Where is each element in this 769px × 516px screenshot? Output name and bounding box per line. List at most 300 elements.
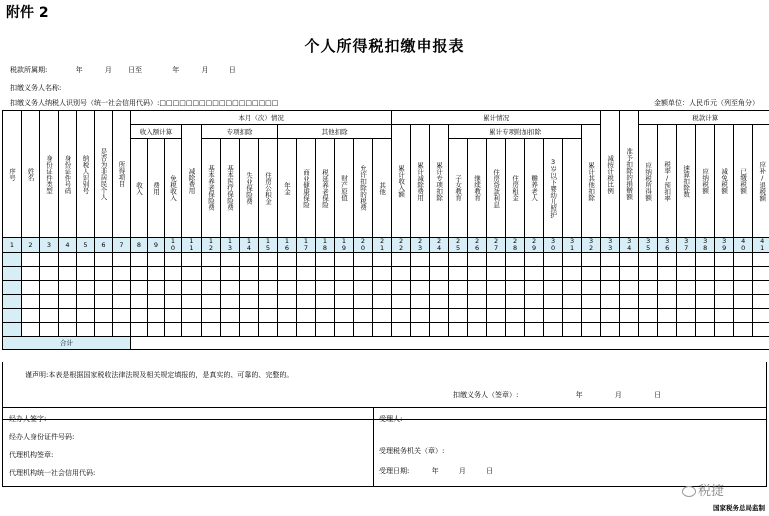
table-cell[interactable] bbox=[316, 267, 335, 281]
table-cell[interactable] bbox=[40, 323, 59, 337]
table-cell[interactable] bbox=[278, 267, 297, 281]
agency-seal-label: 代理机构签章: bbox=[9, 451, 54, 459]
table-cell[interactable] bbox=[373, 281, 392, 295]
table-cell[interactable] bbox=[165, 309, 182, 323]
table-cell[interactable] bbox=[373, 323, 392, 337]
table-cell[interactable] bbox=[113, 323, 131, 337]
table-cell[interactable] bbox=[95, 267, 113, 281]
period-month: 月 bbox=[104, 66, 112, 74]
table-cell[interactable] bbox=[202, 267, 221, 281]
table-cell[interactable] bbox=[430, 323, 449, 337]
table-cell[interactable] bbox=[639, 281, 658, 295]
table-cell[interactable] bbox=[506, 323, 525, 337]
table-cell[interactable] bbox=[165, 253, 182, 267]
table-cell[interactable] bbox=[639, 309, 658, 323]
table-cell[interactable] bbox=[354, 253, 373, 267]
table-cell[interactable] bbox=[563, 309, 582, 323]
table-cell[interactable] bbox=[259, 309, 278, 323]
column-number-text: 12 bbox=[208, 237, 214, 252]
column-number bbox=[411, 238, 430, 253]
table-cell[interactable] bbox=[525, 267, 544, 281]
table-cell[interactable] bbox=[95, 295, 113, 309]
table-cell[interactable] bbox=[3, 281, 22, 295]
table-cell[interactable] bbox=[677, 295, 696, 309]
table-cell[interactable] bbox=[411, 281, 430, 295]
table-cell[interactable] bbox=[131, 295, 148, 309]
table-cell[interactable] bbox=[221, 281, 240, 295]
table-cell[interactable] bbox=[658, 295, 677, 309]
table-cell[interactable] bbox=[95, 281, 113, 295]
table-cell[interactable] bbox=[202, 281, 221, 295]
table-cell[interactable] bbox=[677, 281, 696, 295]
column-number-text: 23 bbox=[418, 237, 423, 252]
table-cell[interactable] bbox=[148, 267, 165, 281]
table-cell[interactable] bbox=[430, 267, 449, 281]
table-cell[interactable] bbox=[3, 295, 22, 309]
table-cell[interactable] bbox=[278, 295, 297, 309]
table-cell[interactable] bbox=[487, 323, 506, 337]
table-cell[interactable] bbox=[392, 323, 411, 337]
table-cell[interactable] bbox=[753, 323, 769, 337]
table-cell[interactable] bbox=[113, 253, 131, 267]
table-cell[interactable] bbox=[40, 253, 59, 267]
table-row bbox=[3, 323, 769, 337]
col-infant: 3岁以下婴幼儿照护 bbox=[544, 139, 563, 238]
column-number-text: 19 bbox=[341, 237, 347, 252]
table-cell[interactable] bbox=[487, 309, 506, 323]
table-cell[interactable] bbox=[658, 309, 677, 323]
table-cell[interactable] bbox=[582, 253, 601, 267]
table-cell[interactable] bbox=[677, 253, 696, 267]
table-cell[interactable] bbox=[148, 281, 165, 295]
table-cell[interactable] bbox=[506, 281, 525, 295]
table-cell[interactable] bbox=[335, 253, 354, 267]
table-cell[interactable] bbox=[715, 309, 734, 323]
table-cell[interactable] bbox=[582, 309, 601, 323]
table-cell[interactable] bbox=[221, 295, 240, 309]
table-cell[interactable] bbox=[563, 253, 582, 267]
table-cell[interactable] bbox=[3, 323, 22, 337]
table-cell[interactable] bbox=[449, 267, 468, 281]
table-cell[interactable] bbox=[620, 323, 639, 337]
table-cell[interactable] bbox=[658, 253, 677, 267]
table-cell[interactable] bbox=[165, 295, 182, 309]
table-cell[interactable] bbox=[734, 309, 753, 323]
column-number bbox=[658, 238, 677, 253]
table-cell[interactable] bbox=[221, 323, 240, 337]
table-cell[interactable] bbox=[165, 267, 182, 281]
column-number-text: 34 bbox=[627, 237, 632, 252]
table-cell[interactable] bbox=[449, 295, 468, 309]
table-cell[interactable] bbox=[354, 267, 373, 281]
declaration-text: 谨声明:本表是根据国家税收法律法规及相关规定填报的，是真实的、可靠的、完整的。 bbox=[25, 371, 294, 379]
group-cum-special: 累计专项附加扣除 bbox=[449, 125, 582, 139]
table-cell[interactable] bbox=[335, 309, 354, 323]
table-cell[interactable] bbox=[278, 309, 297, 323]
table-cell[interactable] bbox=[620, 253, 639, 267]
table-cell[interactable] bbox=[59, 323, 77, 337]
table-cell[interactable] bbox=[316, 253, 335, 267]
table-cell[interactable] bbox=[40, 281, 59, 295]
table-cell[interactable] bbox=[506, 253, 525, 267]
table-cell[interactable] bbox=[95, 253, 113, 267]
table-cell[interactable] bbox=[202, 295, 221, 309]
table-cell[interactable] bbox=[487, 295, 506, 309]
table-cell[interactable] bbox=[59, 281, 77, 295]
table-cell[interactable] bbox=[131, 267, 148, 281]
table-cell[interactable] bbox=[113, 267, 131, 281]
group-income-calc: 收入额计算 bbox=[131, 125, 182, 139]
table-cell[interactable] bbox=[278, 253, 297, 267]
table-cell[interactable] bbox=[658, 281, 677, 295]
table-cell[interactable] bbox=[620, 267, 639, 281]
column-number bbox=[392, 238, 411, 253]
table-cell[interactable] bbox=[240, 253, 259, 267]
table-cell[interactable] bbox=[544, 267, 563, 281]
table-cell[interactable] bbox=[411, 309, 430, 323]
column-number-text: 29 bbox=[532, 237, 537, 252]
table-cell[interactable] bbox=[240, 323, 259, 337]
column-number-text: 17 bbox=[303, 237, 309, 252]
table-cell[interactable] bbox=[430, 281, 449, 295]
col-expense: 费用 bbox=[148, 139, 165, 238]
table-cell[interactable] bbox=[392, 267, 411, 281]
table-cell[interactable] bbox=[468, 323, 487, 337]
col-reduce-ratio: 减按计税比例 bbox=[601, 111, 620, 238]
sign-day: 日 bbox=[654, 391, 662, 399]
table-cell[interactable] bbox=[77, 253, 95, 267]
table-cell[interactable] bbox=[525, 323, 544, 337]
table-cell[interactable] bbox=[696, 253, 715, 267]
table-cell[interactable] bbox=[221, 309, 240, 323]
table-cell[interactable] bbox=[430, 309, 449, 323]
table-cell[interactable] bbox=[525, 295, 544, 309]
table-cell[interactable] bbox=[544, 309, 563, 323]
table-cell[interactable] bbox=[297, 267, 316, 281]
group-cumulative: 累计情况 bbox=[392, 111, 601, 125]
table-cell[interactable] bbox=[22, 295, 40, 309]
table-cell[interactable] bbox=[297, 281, 316, 295]
table-cell[interactable] bbox=[639, 295, 658, 309]
col-deduct-fee: 减除费用 bbox=[182, 125, 202, 238]
agent-name-label: 扣缴义务人名称: bbox=[10, 84, 62, 92]
table-cell[interactable] bbox=[449, 253, 468, 267]
table-cell[interactable] bbox=[354, 309, 373, 323]
col-seq: 序号 bbox=[3, 111, 22, 238]
table-cell[interactable] bbox=[131, 309, 148, 323]
table-cell[interactable] bbox=[221, 267, 240, 281]
table-cell[interactable] bbox=[715, 253, 734, 267]
table-cell[interactable] bbox=[715, 323, 734, 337]
table-cell[interactable] bbox=[544, 253, 563, 267]
table-cell[interactable] bbox=[182, 309, 202, 323]
table-cell[interactable] bbox=[468, 309, 487, 323]
col-id-no: 身份证件号码 bbox=[59, 111, 77, 238]
table-cell[interactable] bbox=[3, 309, 22, 323]
table-cell[interactable] bbox=[468, 295, 487, 309]
table-cell[interactable] bbox=[563, 281, 582, 295]
table-cell[interactable] bbox=[113, 281, 131, 295]
table-cell[interactable] bbox=[563, 267, 582, 281]
table-cell[interactable] bbox=[165, 281, 182, 295]
table-cell[interactable] bbox=[658, 323, 677, 337]
column-number bbox=[373, 238, 392, 253]
column-number-text: 3 bbox=[46, 241, 52, 249]
table-cell[interactable] bbox=[506, 309, 525, 323]
table-cell[interactable] bbox=[411, 295, 430, 309]
table-row bbox=[3, 309, 769, 323]
table-cell[interactable] bbox=[411, 267, 430, 281]
table-cell[interactable] bbox=[59, 309, 77, 323]
table-cell[interactable] bbox=[316, 295, 335, 309]
table-cell[interactable] bbox=[620, 295, 639, 309]
table-cell[interactable] bbox=[506, 295, 525, 309]
table-cell[interactable] bbox=[411, 253, 430, 267]
table-cell[interactable] bbox=[696, 281, 715, 295]
table-cell[interactable] bbox=[131, 253, 148, 267]
table-cell[interactable] bbox=[487, 267, 506, 281]
table-cell[interactable] bbox=[3, 253, 22, 267]
column-number bbox=[601, 238, 620, 253]
table-cell[interactable] bbox=[221, 253, 240, 267]
column-number-text: 13 bbox=[227, 237, 233, 252]
table-cell[interactable] bbox=[77, 295, 95, 309]
table-cell[interactable] bbox=[639, 323, 658, 337]
table-cell[interactable] bbox=[601, 267, 620, 281]
period-year: 年 bbox=[75, 66, 83, 74]
table-cell[interactable] bbox=[202, 323, 221, 337]
table-cell[interactable] bbox=[734, 267, 753, 281]
table-cell[interactable] bbox=[202, 253, 221, 267]
table-cell[interactable] bbox=[430, 295, 449, 309]
col-name: 姓名 bbox=[22, 111, 40, 238]
table-cell[interactable] bbox=[182, 323, 202, 337]
table-cell[interactable] bbox=[182, 281, 202, 295]
table-cell[interactable] bbox=[297, 295, 316, 309]
sign-year: 年 bbox=[575, 391, 583, 399]
table-cell[interactable] bbox=[696, 267, 715, 281]
table-cell[interactable] bbox=[696, 323, 715, 337]
table-cell[interactable] bbox=[734, 253, 753, 267]
column-number bbox=[715, 238, 734, 253]
table-cell[interactable] bbox=[677, 267, 696, 281]
column-number bbox=[335, 238, 354, 253]
table-cell[interactable] bbox=[449, 281, 468, 295]
table-cell[interactable] bbox=[487, 253, 506, 267]
table-cell[interactable] bbox=[506, 267, 525, 281]
table-cell[interactable] bbox=[316, 309, 335, 323]
table-cell[interactable] bbox=[316, 281, 335, 295]
table-cell[interactable] bbox=[165, 323, 182, 337]
table-cell[interactable] bbox=[373, 295, 392, 309]
table-cell[interactable] bbox=[658, 267, 677, 281]
table-cell[interactable] bbox=[148, 323, 165, 337]
table-cell[interactable] bbox=[22, 253, 40, 267]
table-cell[interactable] bbox=[59, 295, 77, 309]
table-cell[interactable] bbox=[131, 323, 148, 337]
table-cell[interactable] bbox=[354, 295, 373, 309]
period-end-month: 月 bbox=[201, 66, 209, 74]
table-cell[interactable] bbox=[40, 295, 59, 309]
table-cell[interactable] bbox=[753, 309, 769, 323]
table-cell[interactable] bbox=[601, 295, 620, 309]
table-cell[interactable] bbox=[373, 253, 392, 267]
column-number bbox=[297, 238, 316, 253]
table-cell[interactable] bbox=[620, 281, 639, 295]
table-cell[interactable] bbox=[77, 309, 95, 323]
table-cell[interactable] bbox=[182, 253, 202, 267]
table-cell[interactable] bbox=[392, 281, 411, 295]
table-cell[interactable] bbox=[259, 253, 278, 267]
table-cell[interactable] bbox=[240, 295, 259, 309]
table-cell[interactable] bbox=[354, 323, 373, 337]
column-number bbox=[40, 238, 59, 253]
column-number-text: 41 bbox=[760, 237, 765, 252]
table-cell[interactable] bbox=[696, 309, 715, 323]
agent-sign-label: 扣缴义务人（签章）: bbox=[453, 391, 519, 399]
table-cell[interactable] bbox=[696, 295, 715, 309]
table-cell[interactable] bbox=[22, 267, 40, 281]
table-cell[interactable] bbox=[278, 281, 297, 295]
table-cell[interactable] bbox=[259, 281, 278, 295]
period-label: 税款所属期: bbox=[10, 66, 48, 74]
table-cell[interactable] bbox=[677, 323, 696, 337]
table-cell[interactable] bbox=[335, 267, 354, 281]
table-cell[interactable] bbox=[753, 253, 769, 267]
table-cell[interactable] bbox=[563, 295, 582, 309]
table-cell[interactable] bbox=[753, 267, 769, 281]
table-cell[interactable] bbox=[278, 323, 297, 337]
table-cell[interactable] bbox=[202, 309, 221, 323]
table-cell[interactable] bbox=[335, 323, 354, 337]
column-number bbox=[677, 238, 696, 253]
table-cell[interactable] bbox=[3, 267, 22, 281]
col-income: 收入 bbox=[131, 139, 148, 238]
table-cell[interactable] bbox=[411, 323, 430, 337]
table-cell[interactable] bbox=[297, 309, 316, 323]
table-cell[interactable] bbox=[582, 295, 601, 309]
table-cell[interactable] bbox=[77, 281, 95, 295]
table-cell[interactable] bbox=[620, 309, 639, 323]
table-cell[interactable] bbox=[734, 281, 753, 295]
table-cell[interactable] bbox=[113, 309, 131, 323]
table-cell[interactable] bbox=[468, 253, 487, 267]
table-cell[interactable] bbox=[182, 267, 202, 281]
table-cell[interactable] bbox=[40, 309, 59, 323]
table-cell[interactable] bbox=[335, 281, 354, 295]
table-cell[interactable] bbox=[753, 281, 769, 295]
table-cell[interactable] bbox=[392, 253, 411, 267]
table-cell[interactable] bbox=[563, 323, 582, 337]
table-cell[interactable] bbox=[544, 281, 563, 295]
table-cell[interactable] bbox=[354, 281, 373, 295]
handler-section bbox=[2, 407, 767, 487]
table-cell[interactable] bbox=[240, 281, 259, 295]
table-cell[interactable] bbox=[335, 295, 354, 309]
table-cell[interactable] bbox=[259, 267, 278, 281]
table-cell[interactable] bbox=[373, 309, 392, 323]
table-cell[interactable] bbox=[525, 281, 544, 295]
table-cell[interactable] bbox=[639, 253, 658, 267]
table-cell[interactable] bbox=[582, 281, 601, 295]
table-cell[interactable] bbox=[639, 267, 658, 281]
table-cell[interactable] bbox=[468, 281, 487, 295]
table-cell[interactable] bbox=[582, 267, 601, 281]
table-cell[interactable] bbox=[59, 267, 77, 281]
watermark-text: 税捷 bbox=[698, 484, 725, 499]
table-cell[interactable] bbox=[677, 309, 696, 323]
table-cell[interactable] bbox=[734, 295, 753, 309]
section-divider bbox=[373, 408, 374, 486]
table-cell[interactable] bbox=[77, 323, 95, 337]
table-cell[interactable] bbox=[525, 253, 544, 267]
table-cell[interactable] bbox=[316, 323, 335, 337]
table-cell[interactable] bbox=[544, 295, 563, 309]
column-number-text: 20 bbox=[360, 237, 366, 252]
table-cell[interactable] bbox=[297, 253, 316, 267]
table-cell[interactable] bbox=[468, 267, 487, 281]
table-cell[interactable] bbox=[544, 323, 563, 337]
table-cell[interactable] bbox=[131, 281, 148, 295]
table-cell[interactable] bbox=[582, 323, 601, 337]
table-cell[interactable] bbox=[601, 309, 620, 323]
table-cell[interactable] bbox=[113, 295, 131, 309]
table-cell[interactable] bbox=[22, 309, 40, 323]
table-cell[interactable] bbox=[525, 309, 544, 323]
table-cell[interactable] bbox=[601, 323, 620, 337]
table-cell[interactable] bbox=[40, 267, 59, 281]
table-cell[interactable] bbox=[240, 309, 259, 323]
table-cell[interactable] bbox=[373, 267, 392, 281]
table-cell[interactable] bbox=[430, 253, 449, 267]
table-cell[interactable] bbox=[734, 323, 753, 337]
table-cell[interactable] bbox=[487, 281, 506, 295]
col-tax-reduction: 减免税额 bbox=[715, 125, 734, 238]
table-cell[interactable] bbox=[77, 267, 95, 281]
table-cell[interactable] bbox=[715, 267, 734, 281]
table-cell[interactable] bbox=[601, 281, 620, 295]
column-number-text: 35 bbox=[646, 237, 651, 252]
column-number bbox=[430, 238, 449, 253]
column-number bbox=[113, 238, 131, 253]
table-cell[interactable] bbox=[182, 295, 202, 309]
table-cell[interactable] bbox=[449, 309, 468, 323]
column-number-text: 28 bbox=[513, 237, 518, 252]
table-cell[interactable] bbox=[715, 281, 734, 295]
table-row bbox=[3, 295, 769, 309]
table-cell[interactable] bbox=[95, 309, 113, 323]
table-cell[interactable] bbox=[22, 323, 40, 337]
column-number-text: 39 bbox=[722, 237, 727, 252]
table-cell[interactable] bbox=[392, 295, 411, 309]
table-cell[interactable] bbox=[259, 295, 278, 309]
table-cell[interactable] bbox=[715, 295, 734, 309]
table-cell[interactable] bbox=[59, 253, 77, 267]
table-cell[interactable] bbox=[148, 295, 165, 309]
table-cell[interactable] bbox=[259, 323, 278, 337]
table-cell[interactable] bbox=[753, 295, 769, 309]
table-cell[interactable] bbox=[95, 323, 113, 337]
table-cell[interactable] bbox=[148, 253, 165, 267]
table-cell[interactable] bbox=[392, 309, 411, 323]
table-cell[interactable] bbox=[601, 253, 620, 267]
table-cell[interactable] bbox=[240, 267, 259, 281]
table-cell[interactable] bbox=[297, 323, 316, 337]
table-cell[interactable] bbox=[22, 281, 40, 295]
table-cell[interactable] bbox=[148, 309, 165, 323]
column-number bbox=[734, 238, 753, 253]
table-cell[interactable] bbox=[449, 323, 468, 337]
